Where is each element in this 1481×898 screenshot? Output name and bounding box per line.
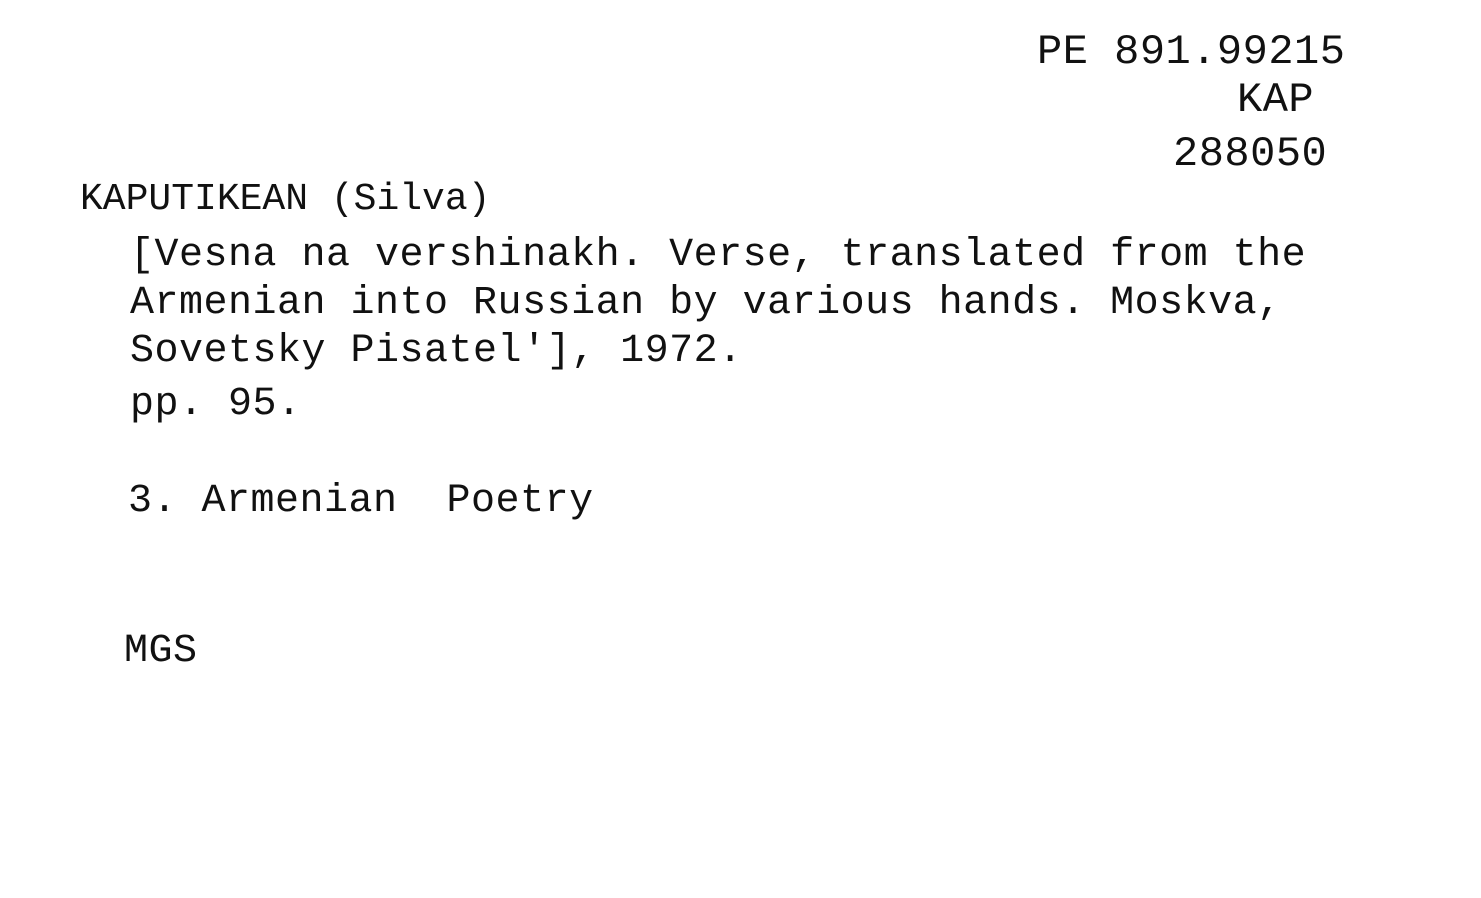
call-number-line-1: PE 891.99215	[1037, 28, 1346, 76]
subject-heading: 3. Armenian Poetry	[128, 479, 594, 524]
pagination-line: pp. 95.	[130, 382, 302, 427]
body-line-1: [Vesna na vershinakh. Verse, translated from the	[130, 233, 1307, 278]
author-heading: KAPUTIKEAN (Silva)	[80, 178, 491, 221]
call-number-line-2: KAP	[1237, 76, 1315, 124]
call-number-line-3: 288050	[1173, 130, 1328, 178]
body-line-3: Sovetsky Pisatel'], 1972.	[130, 329, 743, 374]
cataloger-initials: MGS	[124, 629, 198, 674]
body-line-2: Armenian into Russian by various hands. Moskva,	[130, 281, 1282, 326]
